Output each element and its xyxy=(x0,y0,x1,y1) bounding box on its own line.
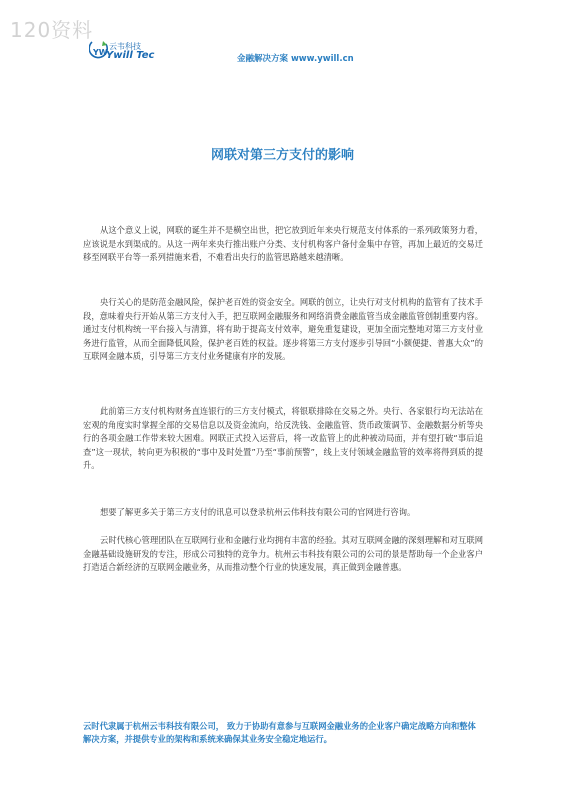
paragraph-2: 央行关心的是防范金融风险，保护老百姓的资金安全。网联的创立，让央行对支付机构的监管有了技术手段，意味着央行开始从第三方支付入手，把互联网金融服务和网络消费金融监管当成金融监管创制重要内容。通过支付机构统一平台接入与清算，将有助于提高支付效率，避免重复建设，更加全面完整地对第三方支付业务进行监管，从而全面降低风险，保护老百姓的权益。逐步将第三方支付逐步引导回“小额便捷、普惠大众”的互联网金融本质，引导第三方支付业务健康有序的发展。 xyxy=(83,297,483,362)
document-title: 网联对第三方支付的影响 xyxy=(210,148,354,163)
watermark: 120资料 xyxy=(10,18,94,42)
paragraph-1: 从这个意义上说，网联的诞生并不是横空出世，把它放到近年来央行规范支付体系的一系列政策努力看，应该说是水到渠成的。从这一两年来央行推出账户分类、支付机构客户备付金集中存管，再加上最近的交易迁移至网联平台等一系列措施来看，不难看出央行的监管思路越来越清晰。 xyxy=(83,225,483,263)
logo-mark-letters: YW xyxy=(93,48,108,57)
header-tagline: 金融解决方案 www.ywill.cn xyxy=(237,54,354,64)
paragraph-3: 此前第三方支付机构财务直连银行的三方支付模式，将银联排除在交易之外。央行、各家银行均无法站在宏观的角度实时掌握全部的交易信息以及资金流向，给反洗钱、金融监管、货币政策调节、金融数据分析等央行的各项金融工作带来较大困难。网联正式投入运营后，将一改监管上的此种被动局面，并有望打破“事后追查”这一现状，转向更为积极的“事中及时处置”乃至“事前预警”，线上支付领域金融监管的效率将得到质的提升。 xyxy=(83,406,483,471)
logo-cn-name: 云韦科技 xyxy=(109,42,141,51)
paragraph-4: 想要了解更多关于第三方支付的讯息可以登录杭州云伟科技有限公司的官网进行咨询。 xyxy=(100,507,416,517)
footer-text: 云时代隶属于杭州云韦科技有限公司， 致力于协助有意参与互联网金融业务的企业客户确定战略方向和整体解决方案，并提供专业的架构和系统来确保其业务安全稳定地运行。 xyxy=(83,721,476,744)
logo-en-name: Ywill Tec xyxy=(106,50,155,61)
paragraph-5: 云时代核心管理团队在互联网行业和金融行业均拥有丰富的经验。其对互联网金融的深刻理解和对互联网金融基础设施研发的专注，形成公司独特的竞争力。杭州云韦科技有限公司的公司的景是帮助每一个企业客户打造适合新经济的互联网金融业务，从而推动整个行业的快速发展，真正做到金融普惠。 xyxy=(83,535,483,573)
